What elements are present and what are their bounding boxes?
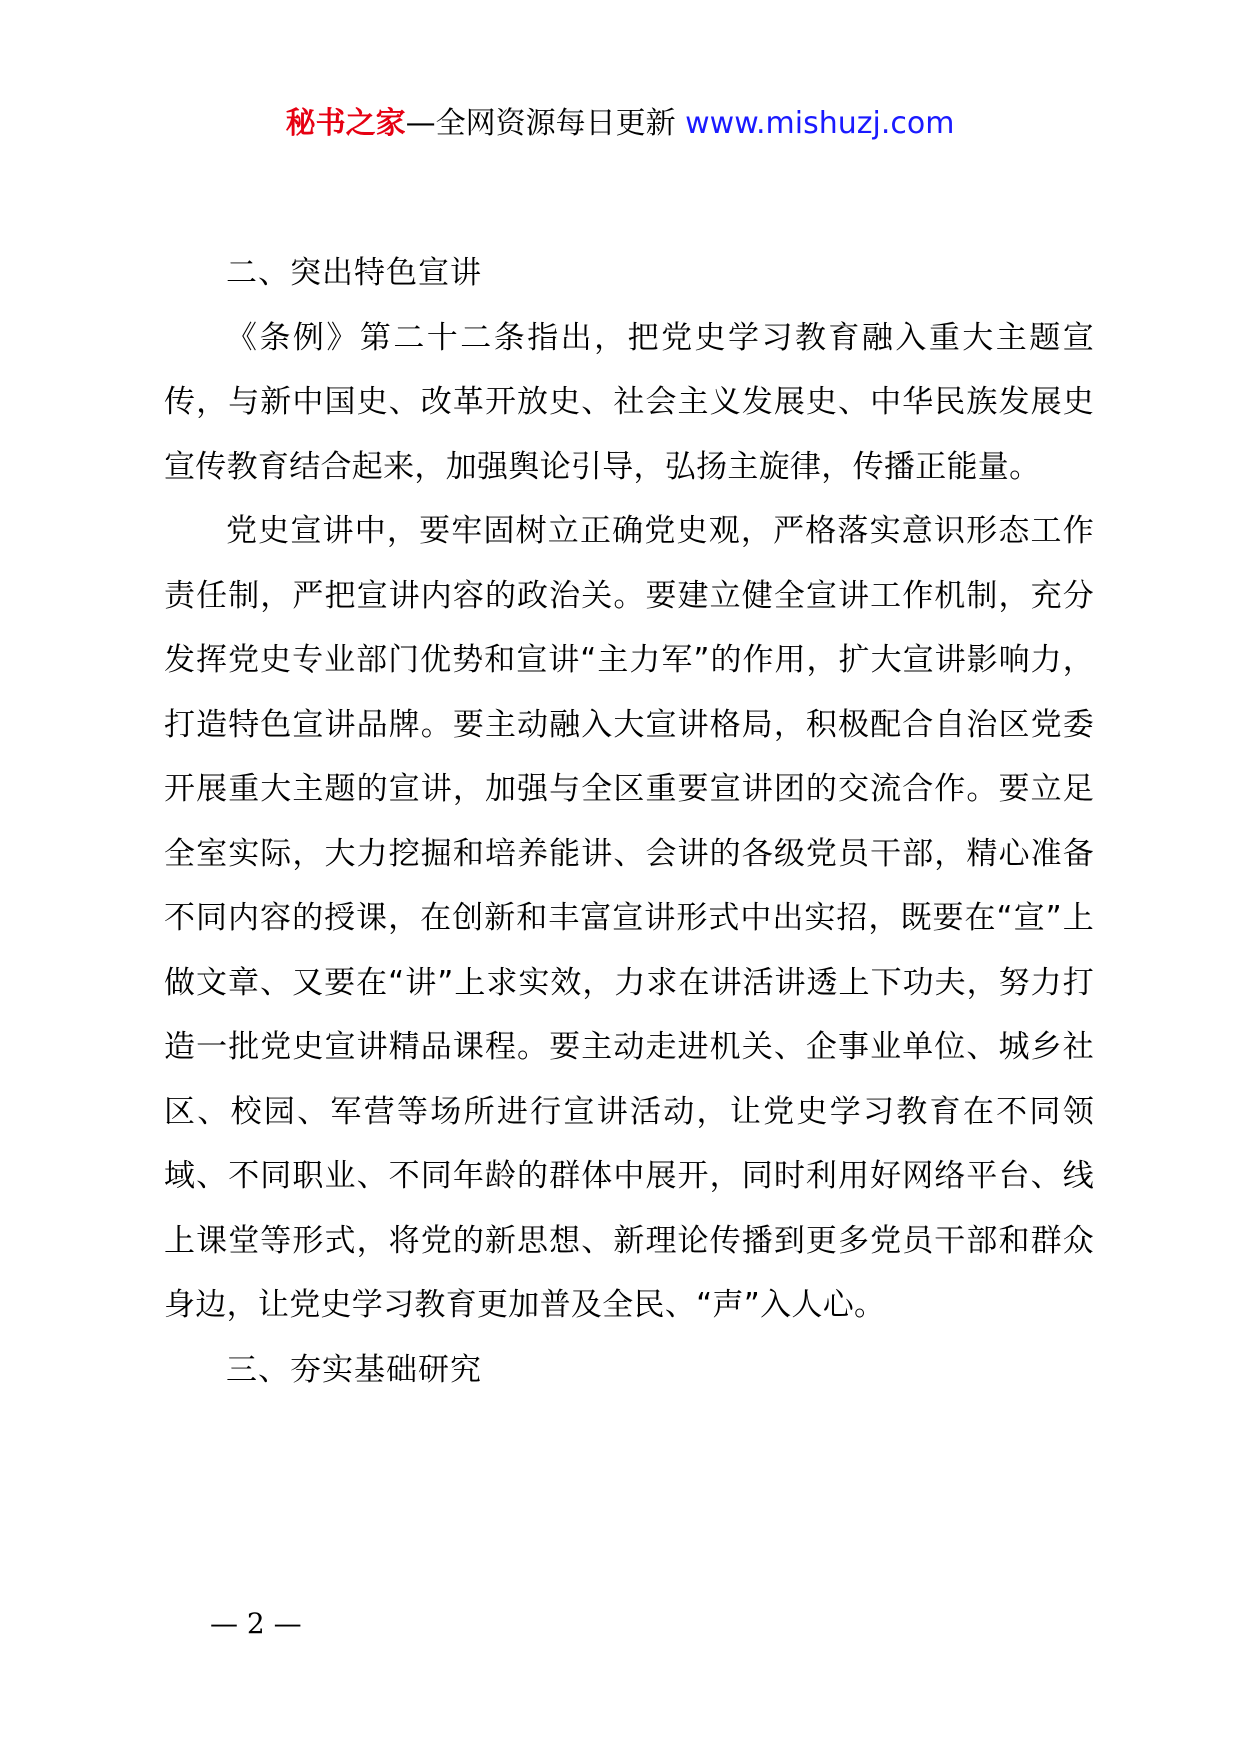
- brand-name: 秘书之家: [285, 106, 406, 141]
- section-heading-2: 二、突出特色宣讲: [226, 255, 482, 291]
- body-paragraph-2: 党史宣讲中，要牢固树立正确党史观，严格落实意识形态工作责任制，严把宣讲内容的政治关。要建立健全宣讲工作机制，充分发挥党史专业部门优势和宣讲“主力军”的作用，扩大宣讲影响力，打造特色宣讲品牌。要主动融入大宣讲格局，积极配合自治区党委开展重大主题的宣讲，加强与全区重要宣讲团的交流合作。要立足全室实际，大力挖掘和培养能讲、会讲的各级党员干部，精心准备不同内容的授课，在创新和丰富宣讲形式中出实招，既要在“宣”上做文章、又要在“讲”上求实效，力求在讲活讲透上下功夫，努力打造一批党史宣讲精品课程。要主动走进机关、企事业单位、城乡社区、校园、军营等场所进行宣讲活动，让党史学习教育在不同领域、不同职业、不同年龄的群体中展开，同时利用好网络平台、线上课堂等形式，将党的新思想、新理论传播到更多党员干部和群众身边，让党史学习教育更加普及全民、“声”入人心。: [164, 513, 1094, 1323]
- header-tagline: —全网资源每日更新: [405, 106, 676, 141]
- document-body: [164, 241, 1094, 1402]
- page-number: — 2 —: [210, 1607, 302, 1640]
- section-heading-3: 三、夯实基础研究: [226, 1351, 482, 1388]
- body-paragraph-1: 《条例》第二十二条指出，把党史学习教育融入重大主题宣传，与新中国史、改革开放史、社会主义发展史、中华民族发展史宣传教育结合起来，加强舆论引导，弘扬主旋律，传播正能量。: [164, 319, 1094, 485]
- site-header: [0, 104, 1240, 144]
- site-url-link[interactable]: www.mishuzj.com: [685, 106, 955, 141]
